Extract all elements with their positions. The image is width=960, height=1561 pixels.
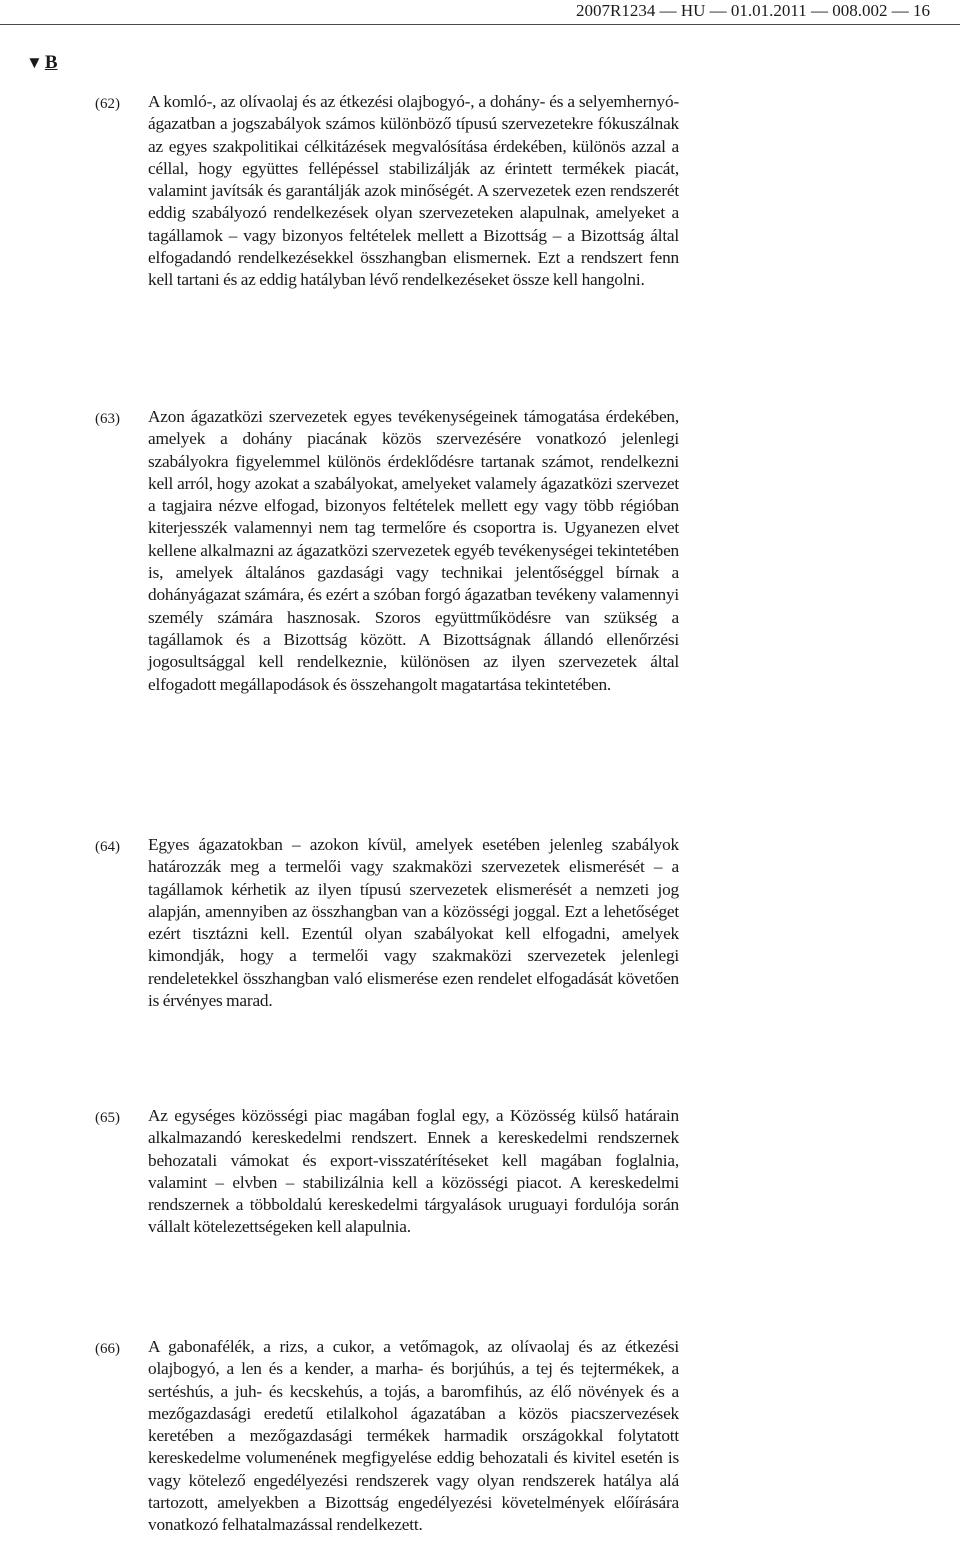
- paragraph-text: A gabonafélék, a rizs, a cukor, a vetőmagok, az olívaolaj és az étkezési olajbogyó, a len és a kender, a marha- és borjúhús, a tej és tejtermékek, a sertéshús, a juh- és kecskehús, a tojás, a baromfihús, az élő növények és a mezőgazdasági eredetű etilalkohol ágazatában a közös piacszervezések keretében a mezőgazdasági termékek harmadik országokkal folytatott kereskedelme volumenének megfigyelése eddig behozatali és kivitel esetén is vagy kötelező engedélyezési rendszerek vagy olyan rendszerek hatálya alá tartozott, amelyekben a Bizottság engedélyezési követelmények előírására vonatkozó felhatalmazással rendelkezett.: [148, 1337, 679, 1535]
- paragraph-text: Egyes ágazatokban – azokon kívül, amelyek esetében jelenleg szabályok határozzák meg a termelői vagy szakmaközi szervezetek elismerését – a tagállamok kérhetik az ilyen típusú szervezetek elismerését a nemzeti jog alapján, amennyiben az összhangban van a közösségi joggal. Ezt a lehetőséget ezért tisztázni kell. Ezentúl olyan szabályokat kell elfogadni, amelyek kimondják, hogy a termelői vagy szakmaközi szervezetek jelenlegi rendeletekkel összhangban való elismerése ezen rendelet elfogadását követően is érvényes marad.: [148, 835, 679, 1011]
- paragraph-number: (63): [95, 411, 120, 427]
- paragraph-text: A komló-, az olívaolaj és az étkezési olajbogyó-, a dohány- és a selyemhernyó-ágazatban a jogszabályok számos különböző típusú szervezetekre fókuszálnak az egyes szakpolitikai célkitázések megvalósítása érdekében, különös azzal a céllal, hogy együttes fellépéssel stabilizálják az érintett termékek piacát, valamint javítsák és garantálják azok minőségét. A szervezetek ezen rendszerét eddig szabályozó rendelkezések olyan szervezeteken alapulnak, amelyeket a tagállamok – vagy bizonyos feltételek mellett a Bizottság – a Bizottság által elfogadandó rendelkezésekkel összhangban elismernek. Ezt a rendszert fenn kell tartani és az eddig hatályban lévő rendelkezéseket össze kell hangolni.: [148, 92, 679, 290]
- paragraph-number: (64): [95, 839, 120, 855]
- header-rule: [0, 24, 960, 25]
- paragraph-number: (62): [95, 96, 120, 112]
- marker-letter: B: [44, 52, 58, 73]
- header-text: 2007R1234 — HU — 01.01.2011 — 008.002 — 16: [575, 1, 930, 20]
- section-marker: [26, 52, 58, 74]
- paragraph-number: (65): [95, 1110, 120, 1126]
- triangle-down-icon: ▼: [26, 53, 43, 72]
- paragraph-number: (66): [95, 1341, 120, 1357]
- paragraph-text: Az egységes közösségi piac magában foglal egy, a Közösség külső határain alkalmazandó kereskedelmi rendszert. Ennek a kereskedelmi rendszernek behozatali vámokat és export-visszatérítéseket kell magában foglalnia, valamint – elvben – stabilizálnia kell a közösségi piacot. A kereskedelmi rendszernek a többoldalú kereskedelmi tárgyalások uruguayi fordulója során vállalt kötelezettségeken kell alapulnia.: [148, 1106, 679, 1237]
- paragraph-text: Azon ágazatközi szervezetek egyes tevékenységeinek támogatása érdekében, amelyek a dohány piacának közös szervezésére vonatkozó jelenlegi szabályokra figyelemmel különös érdeklődésre tartanak számot, rendelkezni kell arról, hogy azokat a szabályokat, amelyeket valamely ágazatközi szervezet a tagjaira nézve elfogad, bizonyos feltételek mellett egy vagy több régióban kiterjesszék valamennyi nem tag termelőre és csoportra is. Ugyanezen elvet kellene alkalmazni az ágazatközi szervezetek egyéb tevékenységei tekintetében is, amelyek általános gazdasági vagy technikai jelentőséggel bírnak a dohányágazat számára, és ezért a szóban forgó ágazatban tevékeny valamennyi személy számára hasznosak. Szoros együttműködésre van szükség a tagállamok és a Bizottság között. A Bizottságnak állandó ellenőrzési jogosultsággal kell rendelkeznie, különösen az ilyen szervezetek által elfogadott megállapodások és összehangolt magatartása tekintetében.: [148, 407, 679, 694]
